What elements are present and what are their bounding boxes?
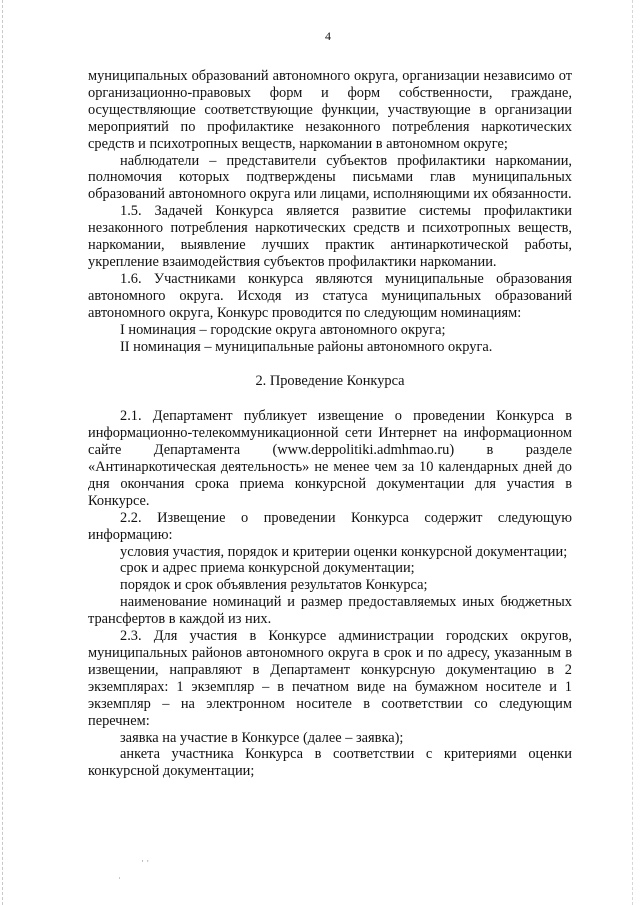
- scan-artifact: ʾ: [118, 876, 121, 886]
- section-heading: 2. Проведение Конкурса: [255, 373, 405, 390]
- page-number: 4: [325, 29, 331, 43]
- document-body: [88, 68, 572, 780]
- list-item-results: порядок и срок объявления результатов Конкурса;: [120, 577, 428, 594]
- list-item-address: срок и адрес приема конкурсной документации;: [120, 560, 415, 577]
- paragraph-2-1: 2.1. Департамент публикует извещение о проведении Конкурса в информационно-телекоммуникационной сети Интернет на информационном сайте Департамента (www.deppolitiki.admhmao.ru) в разделе «Антинаркотическая деятельность» не менее чем за 10 календарных дней до дня окончания срока приема конкурсной документации для участия в Конкурсе.: [88, 408, 572, 509]
- paragraph-2-2: 2.2. Извещение о проведении Конкурса содержит следующую информацию:: [88, 509, 572, 543]
- paragraph-1-6: 1.6. Участниками конкурса являются муниципальные образования автономного округа. Исходя из статуса муниципальных образований автономного округа, Конкурс проводится по следующим номинациям:: [88, 270, 572, 321]
- nomination-1: I номинация – городские округа автономного округа;: [120, 321, 446, 338]
- paragraph-observers: наблюдатели – представители субъектов профилактики наркомании, полномочия которых подтверждены письмами глав муниципальных образований автономного округа или лицами, исполняющими их обязанности.: [88, 152, 572, 203]
- list-item-nominations: наименование номинаций и размер предоставляемых иных бюджетных трансфертов в каждой из них.: [88, 594, 572, 628]
- paragraph-1-5: 1.5. Задачей Конкурса является развитие системы профилактики незаконного потребления наркотических средств и психотропных веществ, наркомании, выявление лучших практик антинаркотической работы, укрепление взаимодействия субъектов профилактики наркомании.: [88, 203, 572, 270]
- paragraph-2-3: 2.3. Для участия в Конкурсе администрации городских округов, муниципальных районов автономного округа в срок и по адресу, указанным в извещении, направляют в Департамент конкурсную документацию в 2 экземплярах: 1 экземпляр – в печатном виде на бумажном носителе и 1 экземпляр – на электронном носителе в соответствии со следующим перечнем:: [88, 628, 572, 729]
- paragraph-participants-cont: муниципальных образований автономного округа, организации независимо от организационно-правовых форм и форм собственности, граждане, осуществляющие соответствующие функции, участвующие в организации мероприятий по профилактике незаконного потребления наркотических средств и психотропных веществ, наркомании в автономном округе;: [88, 68, 572, 152]
- nomination-2: II номинация – муниципальные районы автономного округа.: [120, 338, 493, 355]
- scan-artifact: · ·: [141, 856, 150, 866]
- scan-edge-right: [632, 0, 634, 905]
- list-item-application: заявка на участие в Конкурсе (далее – заявка);: [120, 729, 404, 746]
- scan-edge-left: [2, 0, 4, 905]
- list-item-questionnaire: анкета участника Конкурса в соответствии с критериями оценки конкурсной документации;: [88, 746, 572, 780]
- list-item-conditions: условия участия, порядок и критерии оценки конкурсной документации;: [120, 543, 568, 560]
